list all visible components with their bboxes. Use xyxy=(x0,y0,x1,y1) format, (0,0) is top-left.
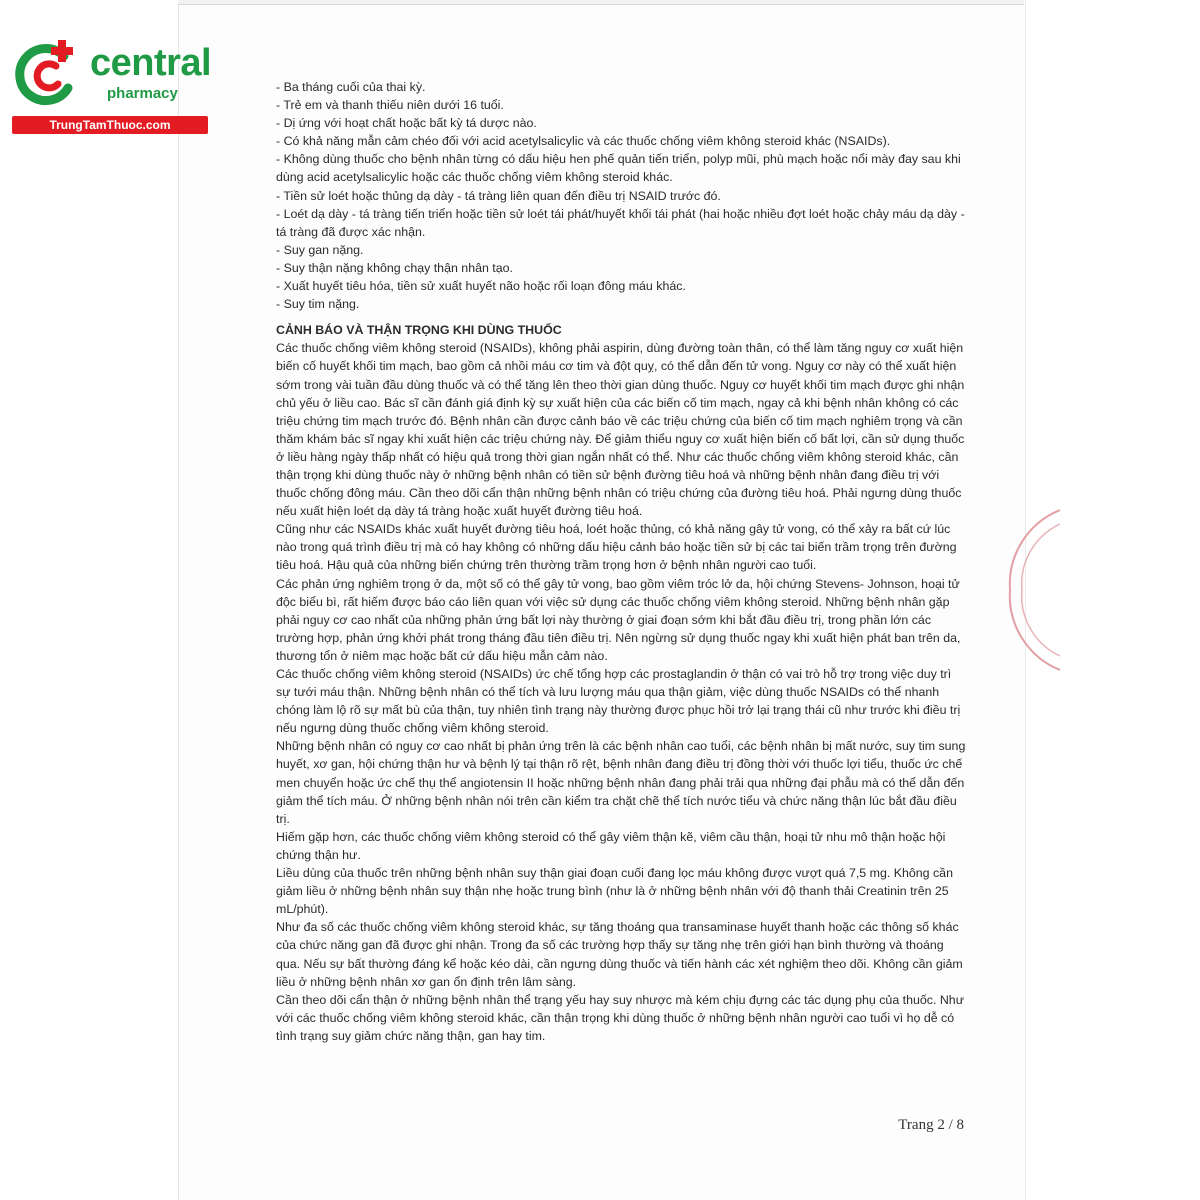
contraindications-list xyxy=(276,78,968,313)
logo-website: TrungTamThuoc.com xyxy=(12,116,208,134)
warning-paragraph: Hiếm gặp hơn, các thuốc chống viêm không steroid có thể gây viêm thận kẽ, viêm cầu thận, hoại tử nhu mô thận hoặc hội chứng thận hư. xyxy=(276,829,946,862)
warning-paragraph: Các phản ứng nghiêm trọng ở da, một số có thể gây tử vong, bao gồm viêm tróc lở da, hội chứng Stevens- Johnson, hoại tử độc biểu bì, rất hiếm được báo cáo liên quan với việc sử dụng các thuốc chống viêm không steroid. Những bệnh nhân gặp phải nguy cơ cao nhất của những phản ứng bất lợi này thường ở giai đoạn sớm khi bắt đầu điều trị, trong phần lớn các trường hợp, phản ứng khởi phát trong tháng đầu tiên điều trị. Nên ngừng sử dụng thuốc ngay khi xuất hiện phát ban trên da, thương tổn ở niêm mạc hoặc bất cứ dấu hiệu mẫn cảm nào. xyxy=(276,576,961,663)
page-number: Trang 2 / 8 xyxy=(898,1117,964,1133)
contraindication-item: - Không dùng thuốc cho bệnh nhân từng có dấu hiệu hen phế quản tiến triển, polyp mũi, phù mạch hoặc nổi mày đay sau khi dùng acid acetylsalicylic hoặc các thuốc chống viêm không steroid khác. xyxy=(276,152,961,185)
warning-paragraph: Các thuốc chống viêm không steroid (NSAIDs), không phải aspirin, dùng đường toàn thân, có thể làm tăng nguy cơ xuất hiện biến cố huyết khối tim mạch, bao gồm cả nhồi máu cơ tim và đột quỵ, có thể dẫn đến tử vong. Nguy cơ này có thể xuất hiện sớm trong vài tuần đầu dùng thuốc và có thể tăng lên theo thời gian dùng thuốc. Nguy cơ huyết khối tim mạch được ghi nhận chủ yếu ở liều cao. Bác sĩ cần đánh giá định kỳ sự xuất hiện của các biến cố tim mạch, ngay cả khi bệnh nhân không có các triệu chứng tim mạch trước đó. Bệnh nhân cần được cảnh báo về các triệu chứng của biến cố tim mạch nghiêm trọng và cần thăm khám bác sĩ ngay khi xuất hiện các triệu chứng này. Để giảm thiểu nguy cơ xuất hiện biến cố bất lợi, cần sử dụng thuốc ở liều hàng ngày thấp nhất có hiệu quả trong thời gian ngắn nhất có thể. Như các thuốc chống viêm không steroid khác, cần thận trọng khi dùng thuốc này ở những bệnh nhân có tiền sử bệnh đường tiêu hoá và những bệnh nhân đang điều trị với thuốc chống đông máu. Cần theo dõi cẩn thận những bệnh nhân có triệu chứng của đường tiêu hoá. Phải ngưng dùng thuốc nếu xuất hiện loét dạ dày tá tràng hoặc xuất huyết đường tiêu hoá. xyxy=(276,341,965,519)
contraindication-item: - Dị ứng với hoạt chất hoặc bất kỳ tá dược nào. xyxy=(276,116,537,131)
warning-paragraph: Các thuốc chống viêm không steroid (NSAIDs) ức chế tổng hợp các prostaglandin ở thận có vai trò hỗ trợ trong việc duy trì sự tưới máu thận. Những bệnh nhân có thể tích và lưu lượng máu qua thận giảm, việc dùng thuốc NSAIDs có thể nhanh chóng làm lộ rõ sự mất bù của thận, tuy nhiên tình trạng này thường được phục hồi trở lại trạng thái cũ như trước khi điều trị nếu ngưng dùng thuốc chống viêm không steroid. xyxy=(276,667,961,736)
warning-paragraph: Cũng như các NSAIDs khác xuất huyết đường tiêu hoá, loét hoặc thủng, có khả năng gây tử vong, có thể xảy ra bất cứ lúc nào trong quá trình điều trị mà có hay không có những dấu hiệu cảnh báo hoặc tiền sử bị các tai biến trầm trọng trên đường tiêu hoá. Hậu quả của những biến chứng trên thường trầm trọng hơn ở bệnh nhân người cao tuổi. xyxy=(276,522,957,573)
contraindication-item: - Suy thận nặng không chạy thận nhân tạo. xyxy=(276,260,513,275)
contraindication-item: - Xuất huyết tiêu hóa, tiền sử xuất huyết não hoặc rối loạn đông máu khác. xyxy=(276,279,686,294)
logo-name: central xyxy=(90,42,212,84)
warnings-heading: CẢNH BÁO VÀ THẬN TRỌNG KHI DÙNG THUỐC xyxy=(276,323,562,338)
document-body xyxy=(276,78,968,1045)
central-pharmacy-logo xyxy=(12,38,212,138)
contraindication-item: - Có khả năng mẫn cảm chéo đối với acid acetylsalicylic và các thuốc chống viêm không steroid khác (NSAIDs). xyxy=(276,134,891,149)
contraindication-item: - Suy gan nặng. xyxy=(276,242,364,257)
contraindication-item: - Ba tháng cuối của thai kỳ. xyxy=(276,80,426,94)
contraindication-item: - Tiền sử loét hoặc thủng dạ dày - tá tràng liên quan đến điều trị NSAID trước đó. xyxy=(276,188,721,203)
contraindication-item: - Trẻ em và thanh thiếu niên dưới 16 tuổi. xyxy=(276,98,504,113)
warning-paragraph: Cần theo dõi cẩn thận ở những bệnh nhân thể trạng yếu hay suy nhược mà kém chịu đựng các tác dụng phụ của thuốc. Như với các thuốc chống viêm không steroid khác, cần thận trọng khi dùng thuốc ở những bệnh nhân người cao tuổi vì họ dễ có tình trạng suy giảm chức năng thận, gan hay tim. xyxy=(276,992,964,1043)
warning-paragraph: Như đa số các thuốc chống viêm không steroid khác, sự tăng thoáng qua transaminase huyết thanh hoặc các thông số khác của chức năng gan đã được ghi nhận. Trong đa số các trường hợp thấy sự tăng nhẹ trên giới hạn bình thường và thoáng qua. Nếu sự bất thường đáng kể hoặc kéo dài, cần ngưng dùng thuốc và tiến hành các xét nghiệm theo dõi. Không cần giảm liều ở những bệnh nhân xơ gan ổn định trên lâm sàng. xyxy=(276,920,963,989)
scan-top-edge xyxy=(178,0,1024,5)
red-stamp xyxy=(1000,500,1060,680)
warning-paragraph: Liều dùng của thuốc trên những bệnh nhân suy thận giai đoạn cuối đang lọc máu không được vượt quá 7,5 mg. Không cần giảm liều ở những bệnh nhân suy thận nhẹ hoặc trung bình (như là ở những bệnh nhân với độ thanh thải Creatinin trên 25 mL/phút). xyxy=(276,866,953,917)
warning-paragraph: Những bệnh nhân có nguy cơ cao nhất bị phản ứng trên là các bệnh nhân cao tuổi, các bệnh nhân bị mất nước, suy tim sung huyết, xơ gan, hội chứng thận hư và bệnh lý tại thận rõ rệt, bệnh nhân đang điều trị đồng thời với thuốc lợi tiểu, thuốc ức chế men chuyển hoặc ức chế thụ thể angiotensin II hoặc những bệnh nhân đang phải trải qua những đại phẫu mà có thể dẫn đến giảm thể tích máu. Ở những bệnh nhân nói trên cần kiểm tra chặt chẽ thể tích nước tiểu và chức năng thận lúc bắt đầu điều trị. xyxy=(276,739,966,826)
contraindication-item: - Suy tim nặng. xyxy=(276,297,360,312)
warnings-section xyxy=(276,339,968,1045)
logo-subtitle: pharmacy xyxy=(107,85,178,102)
contraindication-item: - Loét dạ dày - tá tràng tiến triển hoặc tiền sử loét tái phát/huyết khối tái phát (hai hoặc nhiều đợt loét hoặc chảy máu dạ dày - tá tràng đã được xác nhận. xyxy=(276,206,965,239)
pharmacy-cross-icon xyxy=(12,38,82,112)
